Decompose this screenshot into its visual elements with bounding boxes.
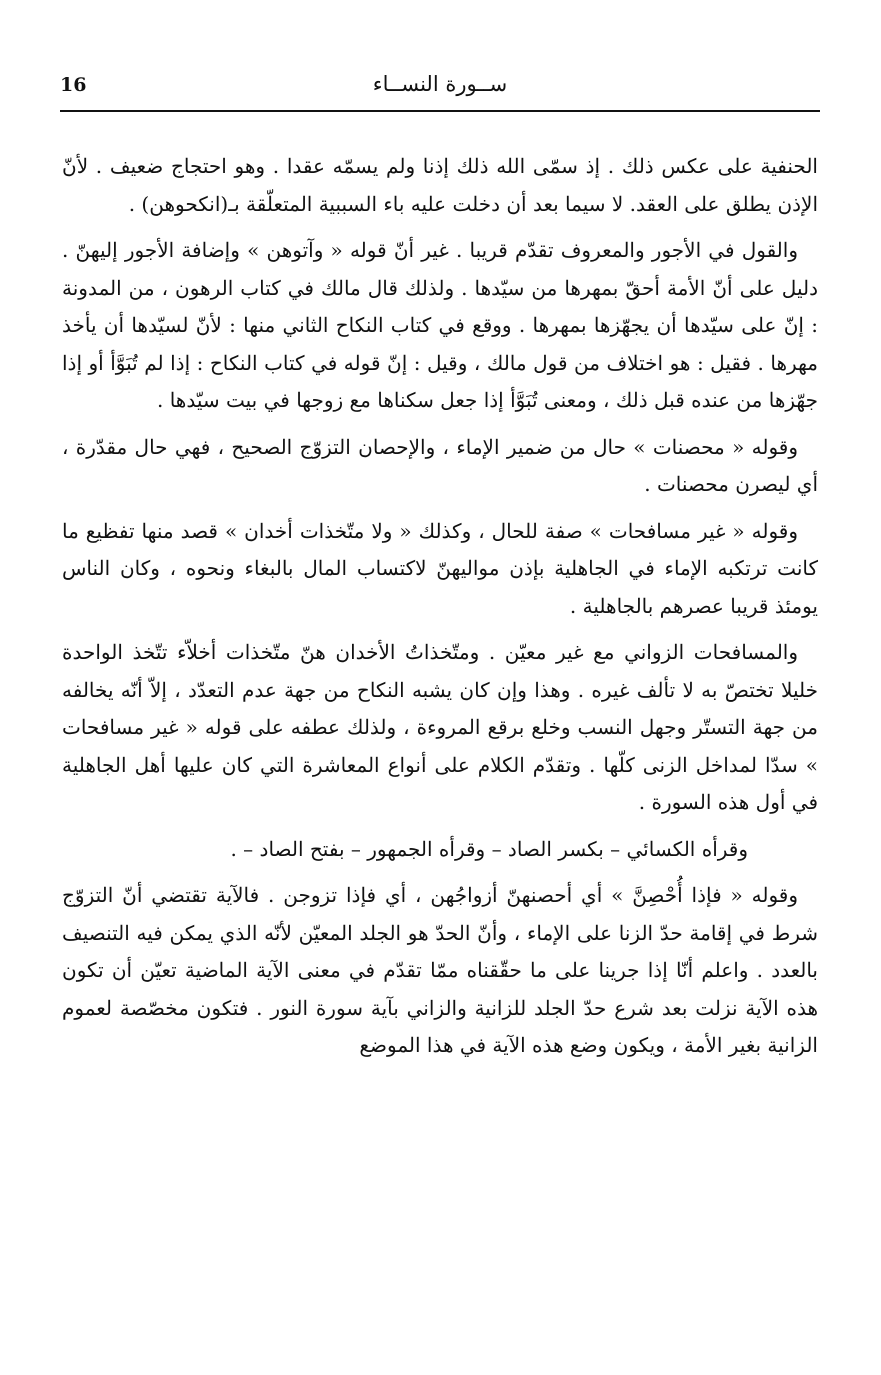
running-title: ســورة النســاء [372, 72, 508, 96]
page-body [62, 148, 818, 1074]
header-divider [60, 110, 820, 112]
paragraph: والمسافحات الزواني مع غير معيّن . ومتّخذاتُ الأخدان هنّ متّخذات أخلاّء تتّخذ الواحدة خليلا تختصّ به لا تألف غيره . وهذا وإن كان يشبه النكاح من جهة عدم التعدّد ، إلاّ أنّه يخالفه من جهة التستّر وجهل النسب وخلع برقع المروءة ، ولذلك عطفه على قوله « غير مسافحات » سدّا لمداخل الزنى كلّها . وتقدّم الكلام على أنواع المعاشرة التي كان عليها أهل الجاهلية في أول هذه السورة . [62, 640, 818, 814]
paragraph: والقول في الأجور والمعروف تقدّم قريبا . غير أنّ قوله « وآتوهن » وإضافة الأجور إليهنّ . دليل على أنّ الأمة أحقّ بمهرها من سيّدها . ولذلك قال مالك في كتاب الرهون ، من المدونة : إنّ على سيّدها أن يجهّزها بمهرها . ووقع في كتاب النكاح الثاني منها : لأنّ لسيّدها أن يأخذ مهرها . فقيل : هو اختلاف من قول مالك ، وقيل : إنّ قوله في كتاب النكاح : إذا لم تُبَوَّأ أو إذا جهّزها من عنده قبل ذلك ، ومعنى تُبَوَّأ إذا جعل سكناها مع زوجها في بيت سيّدها . [62, 238, 818, 412]
paragraph: وقوله « فإذا أُحْصِنَّ » أي أحصنهنّ أزواجُهن ، أي فإذا تزوجن . فالآية تقتضي أنّ التزوّج شرط في إقامة حدّ الزنا على الإماء ، وأنّ الحدّ هو الجلد المعيّن لأنّه الذي يمكن فيه التنصيف بالعدد . واعلم أنّا إذا جرينا على ما حقّقناه ممّا تقدّم في معنى الآية الماضية تعيّن أن تكون هذه الآية نزلت بعد شرع حدّ الجلد للزانية والزاني بآية سورة النور . فتكون مخصّصة لعموم الزانية بغير الأمة ، ويكون وضع هذه الآية في هذا الموضع [62, 883, 818, 1057]
page-number: 16 [60, 74, 87, 96]
paragraph: وقوله « غير مسافحات » صفة للحال ، وكذلك « ولا متّخذات أخدان » قصد منها تفظيع ما كانت ترتكبه الإماء في الجاهلية بإذن مواليهنّ لاكتساب المال بالبغاء ونحوه ، وكان الناس يومئذ قريبا عصرهم بالجاهلية . [62, 518, 818, 618]
paragraph: وقرأه الكسائي – بكسر الصاد – وقرأه الجمهور – بفتح الصاد – . [230, 836, 748, 861]
paragraph: وقوله « محصنات » حال من ضمير الإماء ، والإحصان التزوّج الصحيح ، فهي حال مقدّرة ، أي ليصرن محصنات . [62, 434, 818, 496]
page-header [60, 70, 820, 106]
paragraph: الحنفية على عكس ذلك . إذ سمّى الله ذلك إذنا ولم يسمّه عقدا . وهو احتجاج ضعيف . لأنّ الإذن يطلق على العقد. لا سيما بعد أن دخلت عليه باء السببية المتعلّقة بـ(انكحوهن) . [62, 154, 818, 216]
